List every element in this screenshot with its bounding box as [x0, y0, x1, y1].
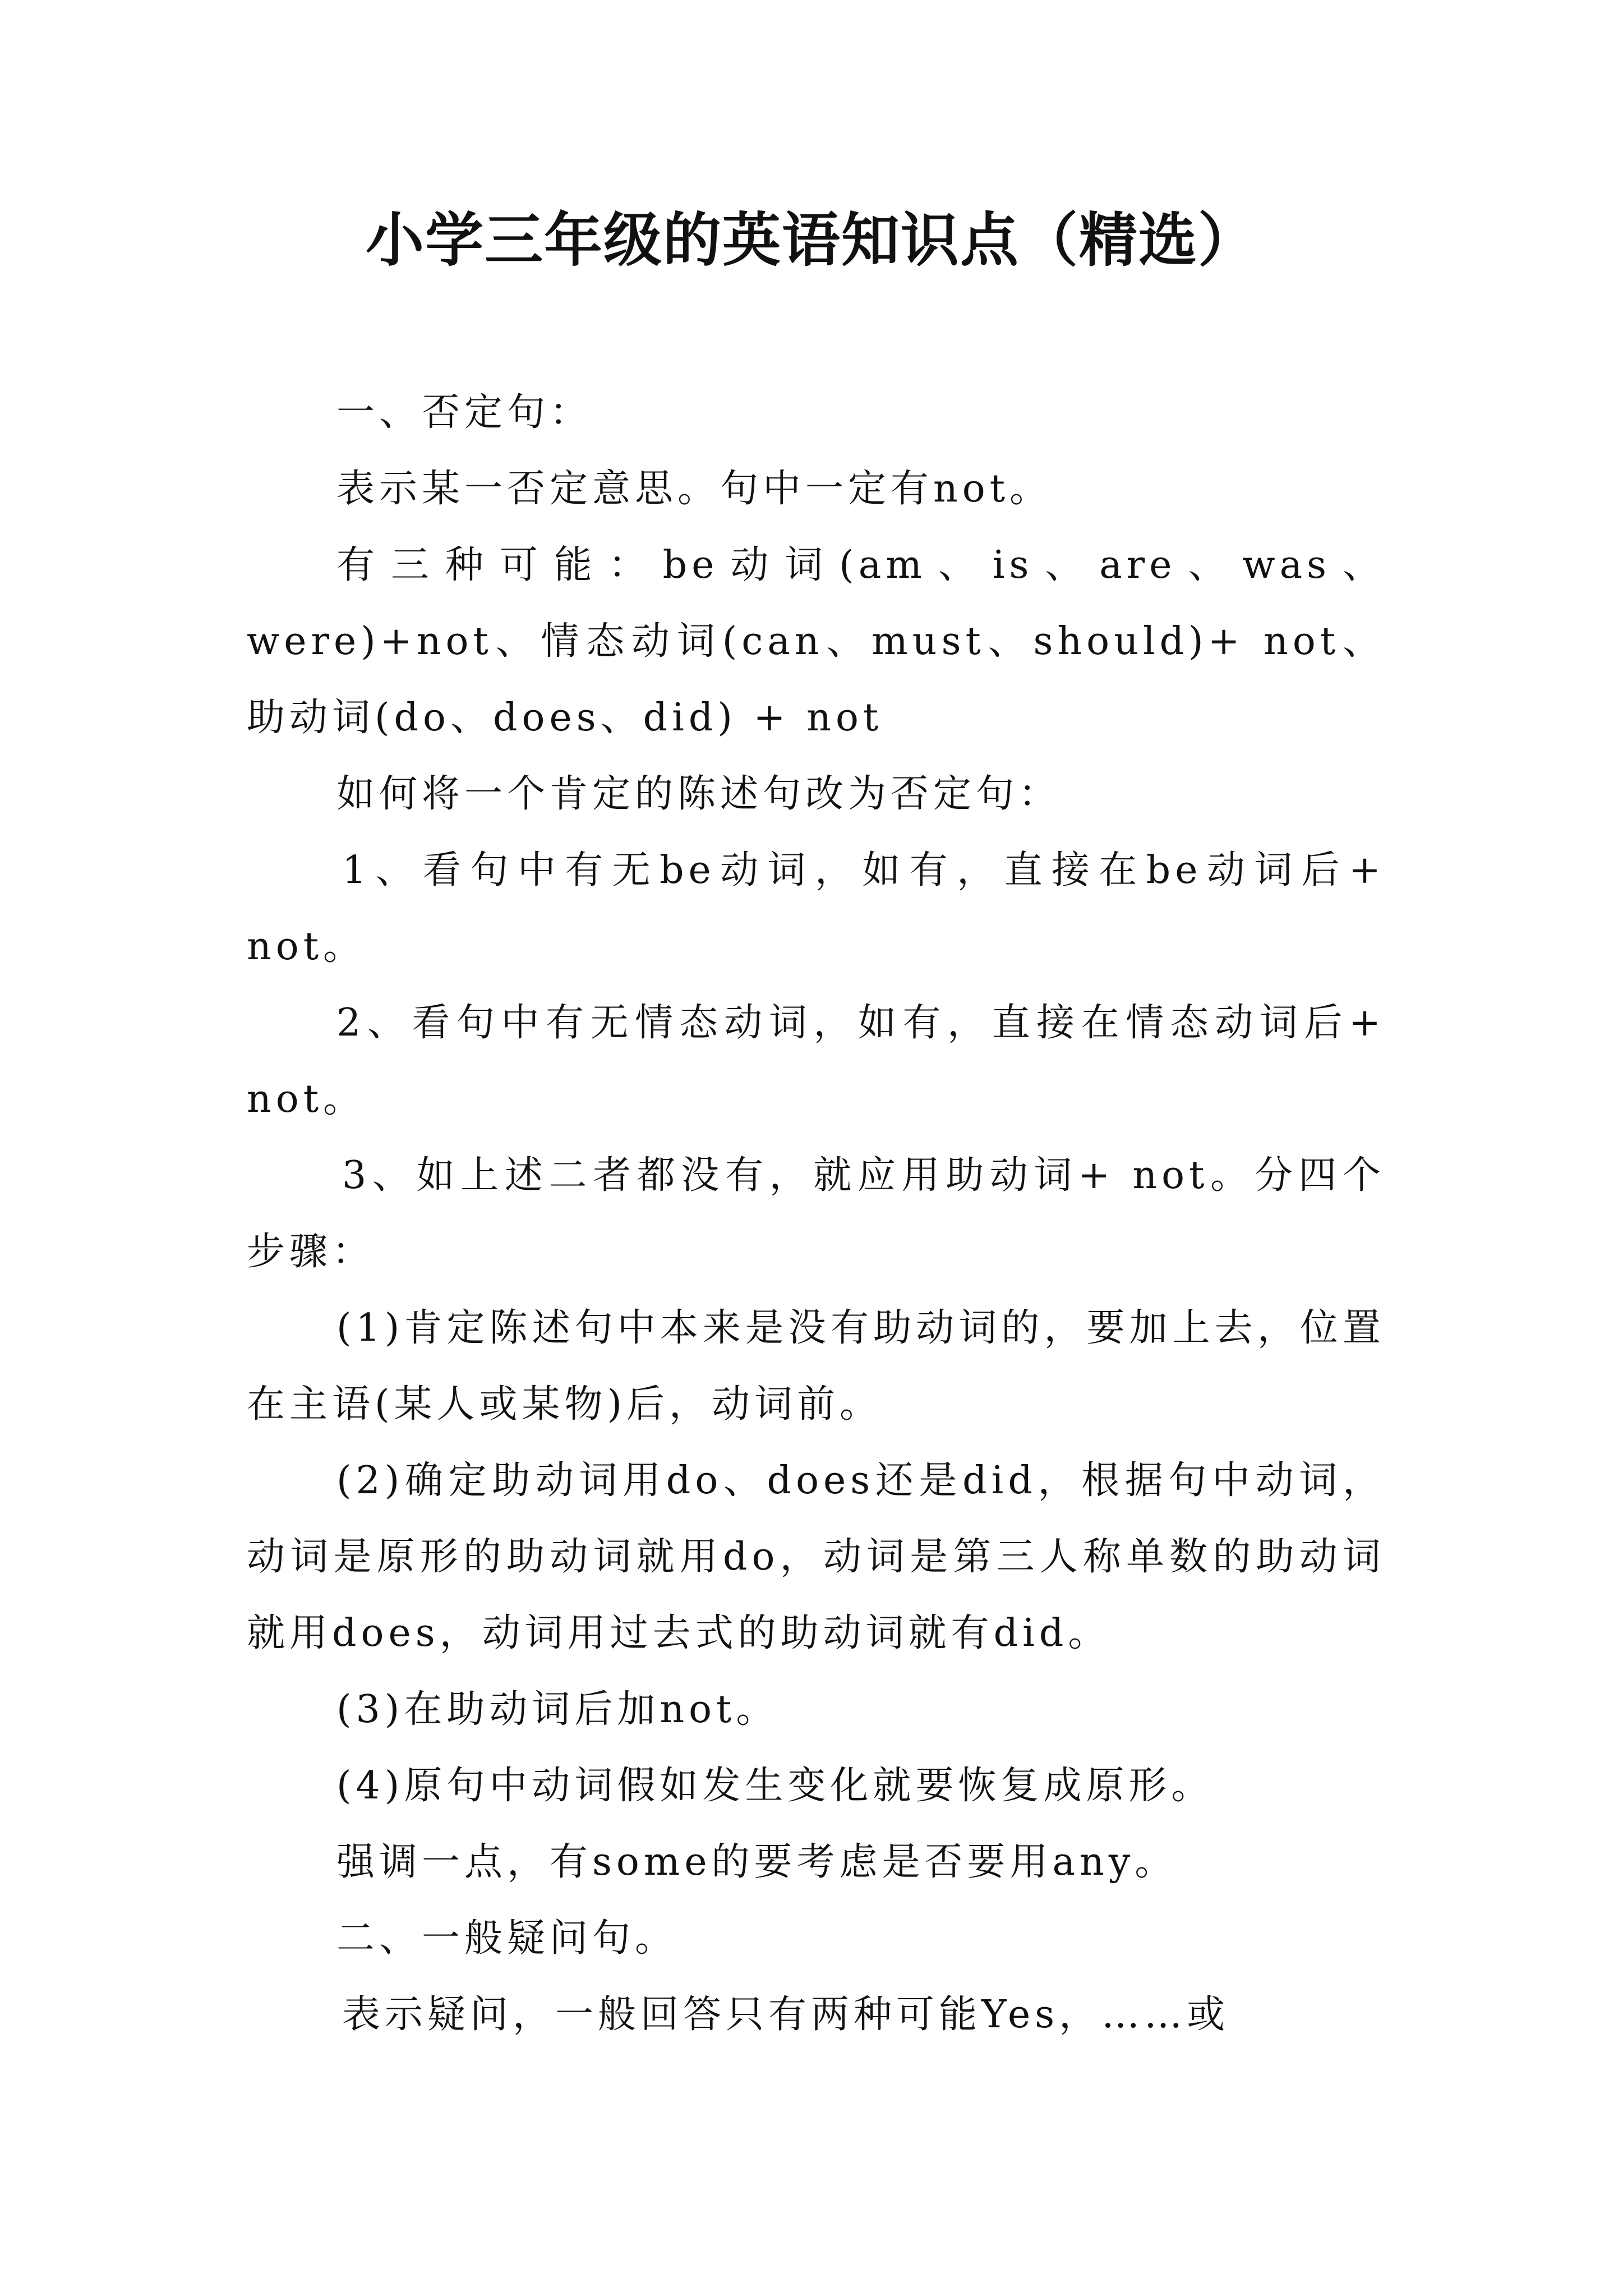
- paragraph: (2)确定助动词用do、does还是did，根据句中动词，动词是原形的助动词就用do，动词是第三人称单数的助动词就用does，动词用过去式的助动词就有did。: [247, 1458, 1385, 1655]
- section-heading-general-question: 二、一般疑问句。: [336, 1916, 678, 1961]
- paragraph: (4)原句中动词假如发生变化就要恢复成原形。: [336, 1764, 1214, 1808]
- paragraph: (3)在助动词后加not。: [336, 1687, 779, 1732]
- paragraph: 表示某一否定意思。句中一定有not。: [336, 467, 1053, 511]
- section-heading-negative-sentence: 一、否定句：: [336, 390, 593, 435]
- paragraph: 如何将一个肯定的陈述句改为否定句：: [336, 772, 1062, 816]
- paragraph: (1)肯定陈述句中本来是没有助动词的，要加上去，位置在主语(某人或某物)后，动词前。: [247, 1306, 1385, 1427]
- paragraph: 3、如上述二者都没有，就应用助动词+ not。分四个步骤：: [247, 1153, 1385, 1274]
- paragraph: 有三种可能：be动词(am、is、are、was、were)+not、情态动词(can、must、should)+ not、助动词(do、does、did) + not: [247, 543, 1385, 740]
- paragraph: 2、看句中有无情态动词，如有，直接在情态动词后+ not。: [247, 1001, 1385, 1121]
- paragraph: 强调一点，有some的要考虑是否要用any。: [336, 1840, 1178, 1884]
- document-body: [247, 375, 1385, 2053]
- paragraph: 表示疑问，一般回答只有两种可能Yes，……或: [342, 1993, 1230, 2037]
- paragraph: 1、看句中有无be动词，如有，直接在be动词后+ not。: [247, 848, 1385, 969]
- page-title: 小学三年级的英语知识点（精选）: [365, 205, 1257, 274]
